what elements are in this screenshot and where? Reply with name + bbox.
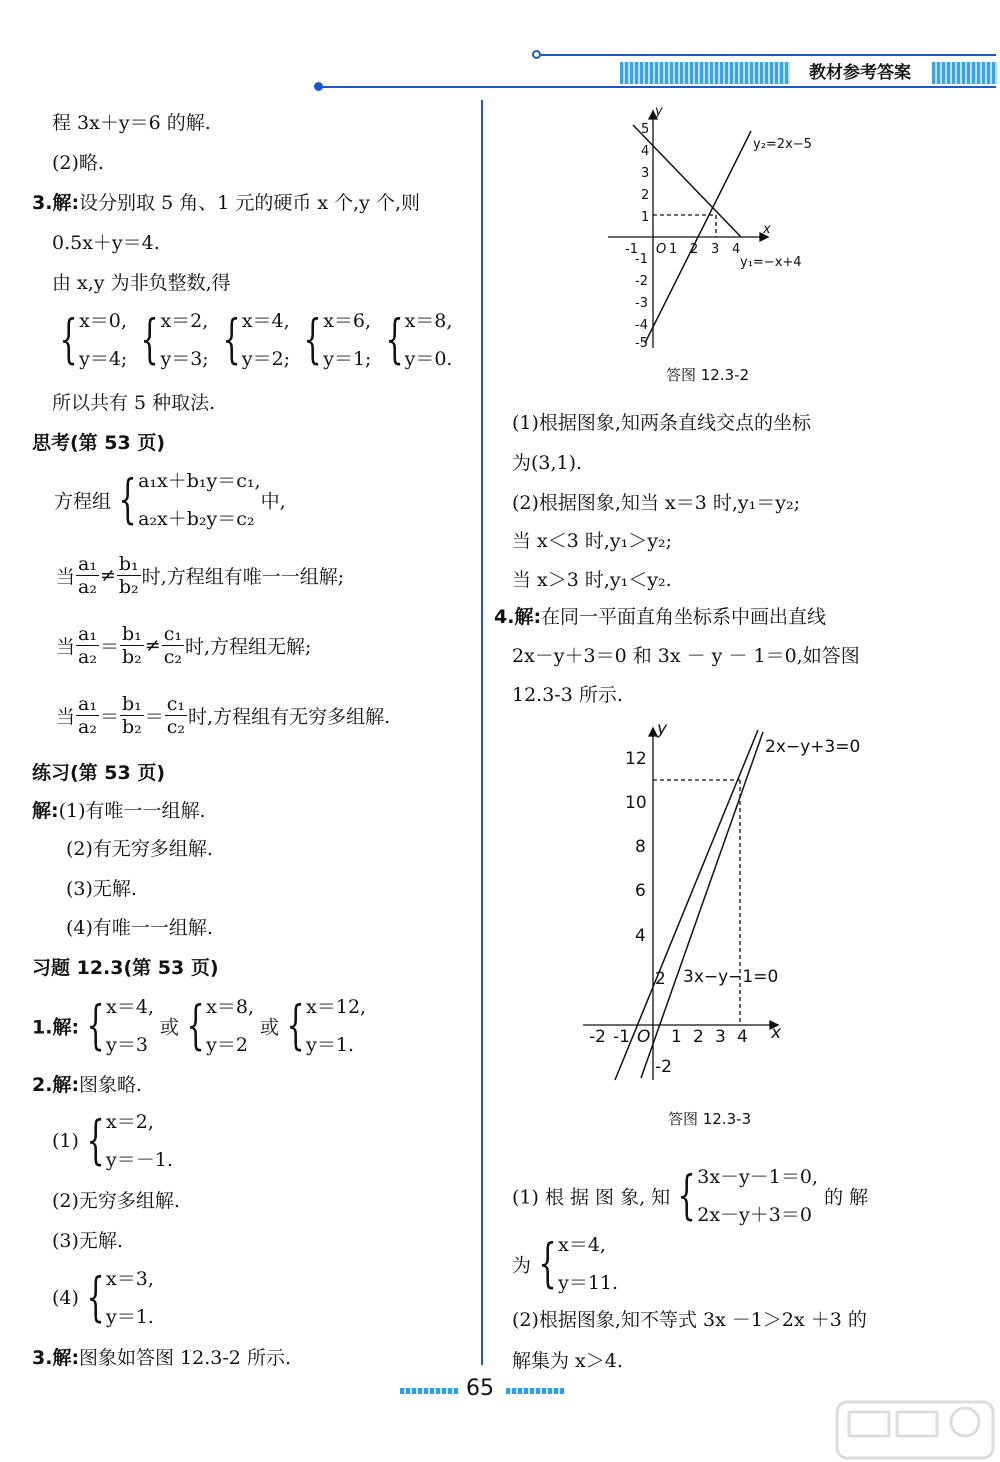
problem-text: 在同一平面直角坐标系中画出直线 — [541, 606, 827, 628]
figure-12-3-3 — [583, 720, 873, 1090]
header-rule-bottom — [320, 86, 996, 88]
sol-x: x＝8, — [404, 310, 453, 332]
tick-label: 4 — [635, 926, 646, 946]
sol-y: y＝11. — [558, 1272, 619, 1294]
tick-label: 2 — [641, 188, 650, 203]
figure-caption: 答图 12.3-3 — [668, 1110, 752, 1128]
frac-den: b₂ — [121, 716, 142, 738]
case-text: 时,方程组无解; — [184, 636, 312, 658]
line-label-y2: y₂=2x−5 — [753, 137, 812, 152]
tick-label: -3 — [635, 296, 648, 311]
sol-x: x＝2, — [106, 1111, 154, 1133]
frac-num: c₁ — [163, 623, 182, 645]
figure-caption: 答图 12.3-2 — [666, 366, 750, 384]
frac-den: c₂ — [163, 646, 182, 668]
answer-4-1: (1) 根 据 图 象, 知 {3x－y－1＝0, 2x－y＋3＝0 的 解 — [512, 1166, 869, 1226]
header-band-left — [620, 62, 790, 84]
text-line: (2)根据图象,知不等式 3x －1＞2x ＋3 的 — [512, 1309, 867, 1331]
problem-label: 3.解: — [32, 192, 80, 214]
x-axis-label: x — [771, 1023, 782, 1043]
frac-den: c₂ — [166, 716, 186, 738]
section-title-think: 思考(第 53 页) — [32, 432, 166, 454]
text-line: 解集为 x＞4. — [512, 1350, 623, 1372]
practice-answer: (1)有唯一一组解. — [58, 800, 206, 822]
text-line: 由 x,y 为非负整数,得 — [52, 272, 231, 294]
frac-den: b₂ — [121, 646, 142, 668]
x-axis-label: x — [763, 222, 771, 237]
or-word: 或 — [160, 1016, 180, 1039]
problem-label: 1.解: — [32, 1016, 80, 1039]
system-eq2: 2x－y＋3＝0 — [697, 1204, 812, 1226]
text-line: 0.5x＋y＝4. — [52, 232, 160, 254]
case-text: 时,方程组有唯一一组解; — [141, 566, 345, 588]
text-line: 12.3-3 所示. — [512, 684, 623, 706]
frac-den: a₂ — [78, 716, 97, 738]
answer-4-1-solution: 为 {x＝4, y＝11. — [512, 1234, 619, 1294]
text-line — [494, 602, 826, 629]
origin-label: O — [637, 1027, 651, 1047]
sol-y: y＝2; — [241, 348, 291, 370]
sol-x: x＝4, — [558, 1234, 606, 1256]
sol-y: y＝3; — [160, 348, 209, 370]
text-line: 为(3,1). — [512, 452, 583, 474]
tick-label: -2 — [589, 1027, 606, 1047]
frac-num: b₁ — [118, 553, 139, 575]
header-band-right — [932, 62, 997, 84]
text-line — [32, 796, 206, 823]
frac-num: a₁ — [78, 623, 97, 645]
problem-label: 解: — [32, 800, 59, 822]
sol-x: x＝4, — [241, 310, 290, 332]
think-case-3: 当 $\frac{\text{a₁}}{\text{a₂}}$ ＝ $\frac{\text{b₁}}{\text{b₂}}$ ＝ $\frac{\text{c₁}}{\text{c₂}}$ 时,方程组有无穷多组解. — [56, 693, 391, 738]
tick-label: 3 — [711, 242, 720, 257]
problem-text: 图象如答图 12.3-2 所示. — [79, 1347, 291, 1369]
problem-text: 设分别取 5 角、1 元的硬币 x 个,y 个,则 — [79, 192, 420, 214]
column-divider — [481, 100, 483, 1365]
sol-y: y＝4; — [79, 348, 128, 370]
tick-label: 2 — [655, 969, 666, 989]
text-line: (3)无解. — [52, 1230, 123, 1252]
exercise-2-4: (4) {x＝3, y＝1. — [52, 1268, 154, 1328]
tick-label: 3 — [641, 166, 650, 181]
frac-num: b₁ — [121, 623, 142, 645]
dang: 当 — [56, 636, 76, 658]
problem-text: 图象略. — [79, 1074, 143, 1096]
answer-post: 的 解 — [824, 1186, 869, 1209]
problem-label: 2.解: — [32, 1074, 80, 1096]
sol-y: y＝1. — [306, 1034, 355, 1056]
sol-y: y＝2 — [206, 1034, 248, 1056]
practice-answer: (2)有无穷多组解. — [66, 838, 213, 860]
y-axis-label: y — [655, 104, 663, 119]
exercise-2-1: (1) {x＝2, y＝－1. — [52, 1111, 173, 1171]
tick-label: -1 — [635, 252, 648, 267]
tick-label: 1 — [669, 242, 678, 257]
think-case-1: 当 $\frac{\text{a₁}}{\text{a₂}}$ ≠ $\frac{\text{b₁}}{\text{b₂}}$ 时,方程组有唯一一组解; — [56, 553, 345, 598]
item-num: (1) — [52, 1130, 79, 1152]
text-line — [32, 1343, 291, 1370]
text-line: 程 3x＋y＝6 的解. — [52, 112, 211, 134]
sol-x: x＝2, — [160, 310, 209, 332]
tick-label: -1 — [625, 242, 638, 257]
tick-label: 2 — [690, 242, 699, 257]
text-line: 当 x＜3 时,y₁＞y₂; — [512, 530, 673, 552]
y-axis-arrow — [649, 728, 657, 736]
origin-label: O — [656, 242, 667, 257]
sol-x: x＝0, — [79, 310, 127, 332]
sol-y: y＝1. — [106, 1306, 154, 1328]
frac-den: b₂ — [118, 576, 139, 598]
section-title-exercise: 习题 12.3(第 53 页) — [32, 957, 219, 979]
footer-bar-left — [400, 1388, 458, 1394]
header-dot-small — [532, 50, 541, 59]
practice-answer: (4)有唯一一组解. — [66, 917, 213, 939]
or-word: 或 — [260, 1016, 280, 1039]
frac-num: a₁ — [78, 693, 97, 715]
problem-label: 4.解: — [494, 606, 542, 628]
think-post: 中, — [260, 490, 286, 513]
tick-label: -5 — [635, 336, 648, 351]
tick-label: 12 — [625, 749, 647, 769]
page-number: 65 — [466, 1376, 494, 1401]
system-eq1: 3x－y－1＝0, — [697, 1166, 819, 1188]
frac-den: a₂ — [78, 576, 97, 598]
sol-x: x＝3, — [106, 1268, 154, 1290]
sol-x: x＝6, — [323, 310, 372, 332]
text-line — [32, 188, 420, 215]
answer-pre: 为 — [512, 1254, 532, 1277]
figure-12-3-2 — [603, 103, 888, 358]
tick-label: 8 — [635, 837, 646, 857]
sol-x: x＝8, — [206, 996, 254, 1018]
tick-label: 4 — [641, 144, 650, 159]
tick-label: 10 — [625, 793, 647, 813]
tick-label: -2 — [655, 1057, 672, 1077]
case-text: 时,方程组有无穷多组解. — [188, 706, 391, 728]
sol-y: y＝0. — [404, 348, 453, 370]
text-line: 当 x＞3 时,y₁＜y₂. — [512, 569, 672, 591]
tick-label: 4 — [737, 1027, 748, 1047]
problem-label: 3.解: — [32, 1347, 80, 1369]
frac-num: b₁ — [121, 693, 142, 715]
line-label-2: 3x−y−1=0 — [683, 967, 779, 987]
think-case-2: 当 $\frac{\text{a₁}}{\text{a₂}}$ ＝ $\frac{\text{b₁}}{\text{b₂}}$ ≠ $\frac{\text{c₁}}{\text{c₂}}$ 时,方程组无解; — [56, 623, 312, 668]
text-line: (2)无穷多组解. — [52, 1190, 180, 1212]
text-line: (2)略. — [52, 152, 104, 174]
sol-y: y＝－1. — [106, 1149, 173, 1171]
think-eq2: a₂x＋b₂y＝c₂ — [138, 508, 255, 530]
tick-label: 6 — [635, 881, 646, 901]
text-line: (2)根据图象,知当 x＝3 时,y₁＝y₂; — [512, 492, 800, 514]
frac-num: a₁ — [78, 553, 97, 575]
dang: 当 — [56, 706, 76, 728]
text-line: 所以共有 5 种取法. — [52, 392, 216, 414]
watermark-logo — [835, 1400, 995, 1460]
line-label-y1: y₁=−x+4 — [740, 255, 802, 270]
tick-label: 4 — [732, 242, 741, 257]
sol-y: y＝1; — [323, 348, 372, 370]
tick-label: 5 — [641, 122, 650, 137]
tick-label: 2 — [693, 1027, 704, 1047]
y-axis-label: y — [657, 720, 668, 739]
answer-pre: (1) 根 据 图 象, 知 — [512, 1186, 671, 1209]
line-label-1: 2x−y+3=0 — [765, 737, 861, 757]
sol-x: x＝12, — [306, 996, 367, 1018]
solutions-row: {x＝0, y＝4; {x＝2, y＝3; {x＝4, y＝2; {x＝6, y＝1; {x＝8, y＝0. — [59, 310, 453, 370]
sol-y: y＝3 — [106, 1034, 148, 1056]
item-num: (4) — [52, 1287, 79, 1309]
think-system: 方程组 {a₁x＋b₁y＝c₁, a₂x＋b₂y＝c₂中, — [54, 470, 286, 530]
dang: 当 — [56, 566, 76, 588]
frac-num: c₁ — [166, 693, 186, 715]
section-title-practice: 练习(第 53 页) — [32, 762, 166, 784]
sol-x: x＝4, — [106, 996, 154, 1018]
frac-den: a₂ — [78, 646, 97, 668]
header-rule-top — [541, 54, 996, 56]
text-line — [32, 1070, 142, 1097]
practice-answer: (3)无解. — [66, 878, 137, 900]
tick-label: 3 — [715, 1027, 726, 1047]
text-line: 2x－y＋3＝0 和 3x － y － 1＝0,如答图 — [512, 645, 860, 667]
footer-bar-right — [506, 1388, 564, 1394]
text-line: (1)根据图象,知两条直线交点的坐标 — [512, 412, 811, 434]
exercise-1: 1.解: {x＝4, y＝3 或 {x＝8, y＝2 或 {x＝12, y＝1. — [32, 996, 367, 1056]
tick-label: -2 — [635, 274, 648, 289]
tick-label: -1 — [613, 1027, 630, 1047]
tick-label: 1 — [641, 210, 650, 225]
think-pre: 方程组 — [54, 490, 112, 513]
tick-label: -4 — [635, 318, 648, 333]
tick-label: 1 — [671, 1027, 682, 1047]
think-eq1: a₁x＋b₁y＝c₁, — [138, 470, 261, 492]
header-title: 教材参考答案 — [790, 60, 930, 86]
